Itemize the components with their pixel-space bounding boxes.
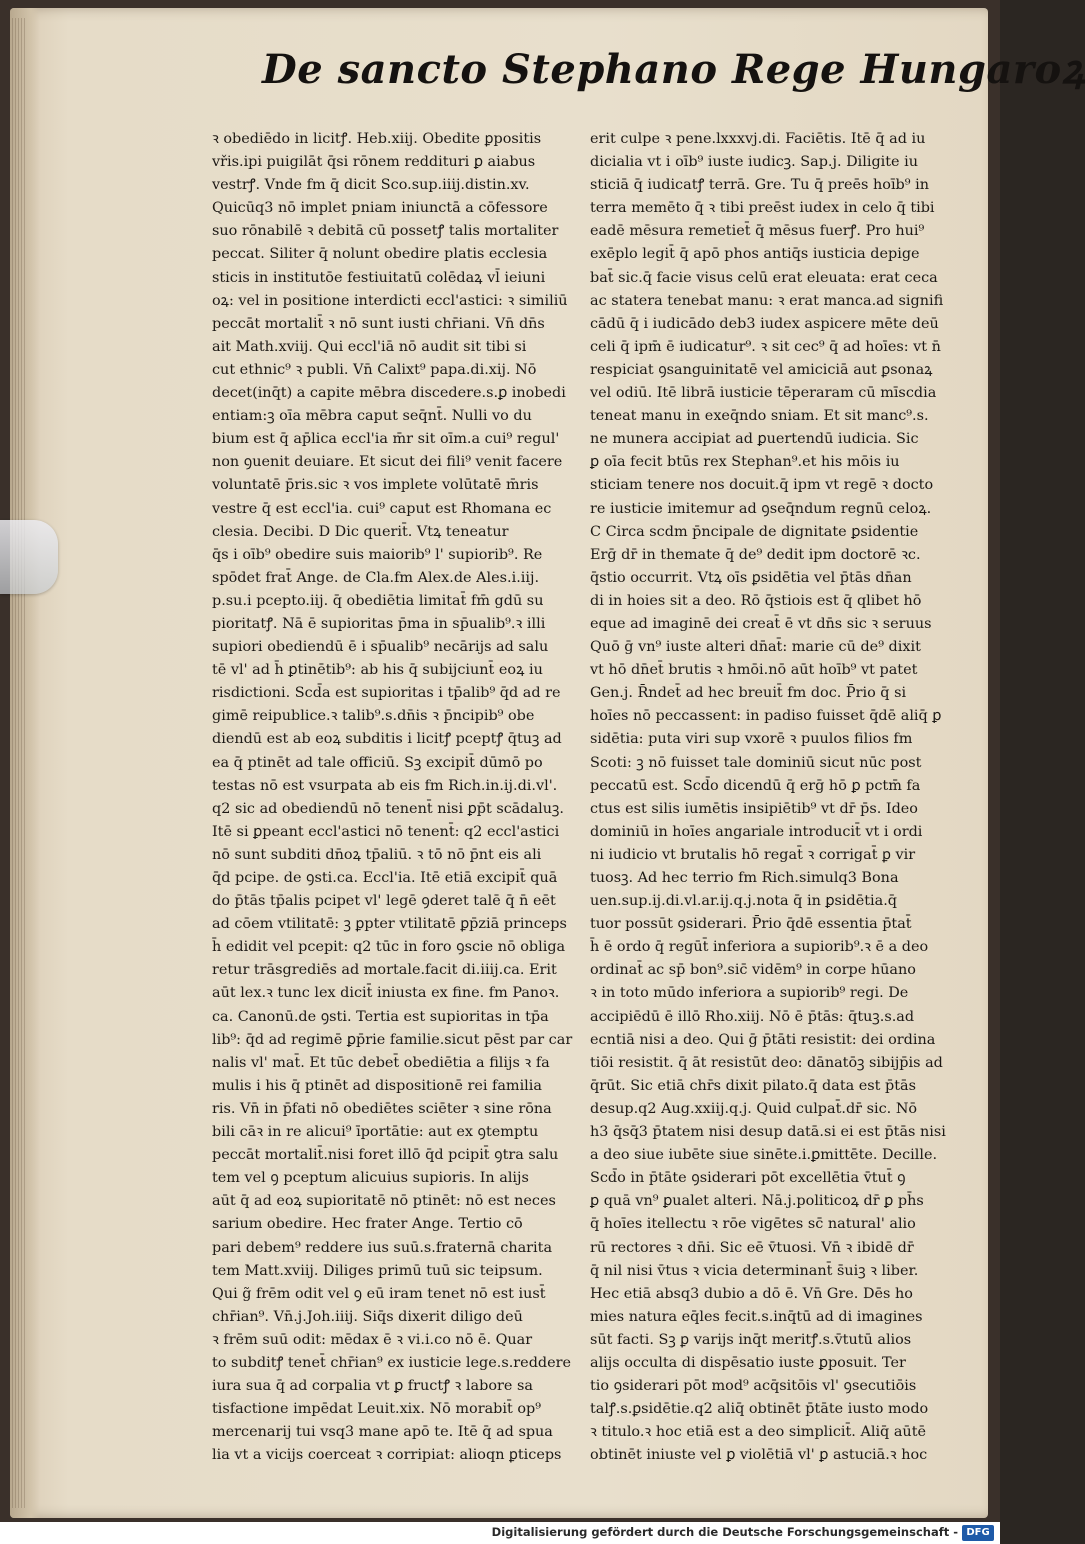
text-line: pioritatꝭ. Nā ē supioritas p̄ma in sp̄ualib⁹.ꝛ illi xyxy=(212,615,546,632)
text-line: tuor possūt ꝯsiderari. P̄rio q̄dē essentia p̄tat̄ xyxy=(590,916,912,933)
text-line: peccāt mortalit̄.nisi foret illō q̄d pcipit̄ ꝯtra salu xyxy=(212,1147,559,1164)
text-line: ordinat̄ ac sp̄ bon⁹.sic̄ vidēm⁹ in corpe hūano xyxy=(590,962,916,979)
text-line: tio ꝯsiderari pōt mod⁹ acq̄sitōis vl' ꝯsecutiōis xyxy=(590,1378,917,1395)
text-line: ꝛ in toto mūdo inferiora a supiorib⁹ regi. De xyxy=(590,985,909,1002)
text-line: iura sua q̄ ad corpalia vt ꝑ fructꝭ ꝛ labore sa xyxy=(212,1378,533,1395)
digitization-footer xyxy=(0,1522,1000,1544)
text-line: vřis.ipi puigilāt q̄si rōnem reddituri ꝑ aiabus xyxy=(212,154,536,171)
text-line: sticis in institutōe festiuitatū colēdaꝝ vl̄ ieiuni xyxy=(212,269,546,286)
text-line: tisfactione impēdat Leuit.xix. Nō morabit̄ op⁹ xyxy=(212,1401,541,1418)
text-line: ris. Vn̄ in p̄fati nō obediētes sciēter ꝛ sine rōna xyxy=(212,1100,552,1117)
text-line: re iusticie imitemur ad ꝯseq̄ndum regnū celoꝝ. xyxy=(590,500,932,517)
text-line: q2 sic ad obediendū nō tenent̄ nisi ꝑp̄t scādaluꝫ. xyxy=(212,800,564,817)
text-line: dominiū in hoīes angariale introducit̄ vt i ordi xyxy=(590,823,923,840)
text-line: rū rectores ꝛ dn̄i. Sic eē v̄tuosi. Vn̄ ꝛ ibidē dr̄ xyxy=(590,1239,914,1256)
text-line: h̄ ē ordo q̄ regūt̄ inferiora a supiorib⁹.ꝛ ē a deo xyxy=(590,939,929,956)
text-line: voluntatē p̄ris.sic ꝛ vos implete volūtatē m̄ris xyxy=(212,477,539,494)
text-line: Quō ḡ vn⁹ iuste alteri dn̄at̄: marie cū de⁹ dixit xyxy=(590,639,921,656)
text-line: obtinēt iniuste vel ꝑ violētiā vl' ꝑ astuciā.ꝛ hoc xyxy=(590,1447,928,1464)
text-line: vestre q̄ est eccl'ia. cui⁹ caput est Rhomana ec xyxy=(212,500,552,517)
page-edges xyxy=(12,18,26,1508)
text-line: desup.q2 Aug.xxiij.q.j. Quid culpat̄.dr̄ sic. Nō xyxy=(590,1100,918,1117)
text-line: C Circa scdm p̄ncipale de dignitate ꝑsidentie xyxy=(590,523,919,540)
text-line: oꝝ: vel in positione interdicti eccl'astici: ꝛ similiū xyxy=(212,292,568,309)
text-line: vel odiū. Itē librā iusticie tēperaram cū mīscdia xyxy=(590,385,937,402)
text-line: hoīes nō peccassent: in padiso fuisset q̄dē aliq̄ ꝑ xyxy=(590,708,942,725)
text-line: decet(inq̄t) a capite mēbra discedere.s.ꝑ inobedi xyxy=(212,385,566,402)
text-line: q̄stio occurrit. Vtꝝ oīs ꝑsidētia vel p̄tās dn̄an xyxy=(590,569,912,586)
text-line: chr̄ian⁹. Vn̄.j.Joh.iiij. Siq̄s dixerit diligo deū xyxy=(212,1308,523,1325)
text-line: ꝛ titulo.ꝛ hoc etiā est a deo simplicit̄. Aliq̄ aūtē xyxy=(590,1424,926,1441)
dfg-logo: DFG xyxy=(962,1525,994,1541)
text-line: p.su.i pcepto.iij. q̄ obediētia limitat̄ fm̄ gdū su xyxy=(212,592,544,609)
text-line: q̄d pcipe. de ꝯsti.ca. Eccl'ia. Itē etiā excipit̄ quā xyxy=(212,870,558,886)
text-line: suo rōnabilē ꝛ debitā cū possetꝭ talis mortaliter xyxy=(212,223,559,240)
text-line: ꝛ frēm suū odit: mēdax ē ꝛ vi.i.co nō ē. Quar xyxy=(212,1331,533,1348)
text-line: peccatū est. Scd̄o dicendū q̄ erḡ hō ꝑ pctm̄ fa xyxy=(590,777,921,794)
text-line: diendū est ab eoꝝ subditis i licitꝭ pceptꝭ q̄tuꝫ ad xyxy=(212,731,562,748)
text-line: eque ad imaginē dei creat̄ ē vt dn̄s sic ꝛ seruus xyxy=(590,615,932,632)
left-column xyxy=(212,128,584,1467)
text-line: erit culpe ꝛ pene.lxxxvj.di. Faciētis. Itē q̄ ad iu xyxy=(590,131,926,147)
text-line: mercenarij tui vsq3 mane apō te. Itē q̄ ad spua xyxy=(212,1424,553,1441)
text-line: Hec etiā absq3 dubio a dō ē. Vn̄ Gre. Dēs ho xyxy=(590,1285,913,1302)
text-line: mies natura eq̄les fecit.s.inq̄tū ad di imagines xyxy=(590,1308,923,1325)
text-line: q̄ hoīes itellectu ꝛ rōe vigētes sc̄ natural' alio xyxy=(590,1216,916,1233)
text-line: accipiēdū ē illō Rho.xiij. Nō ē p̄tās: q̄tuꝫ.s.ad xyxy=(590,1008,915,1025)
text-line: nō sunt subditi dn̄oꝝ tp̄aliū. ꝛ tō nō p̄nt eis ali xyxy=(212,846,542,863)
text-line: uen.sup.ij.di.vl.ar.ij.q.j.nota q̄ in ꝑsidētia.q̄ xyxy=(590,893,898,910)
text-line: Qui g̃ frēm odit vel ꝯ eū iram tenet nō est iust̄ xyxy=(212,1285,546,1302)
text-line: ac statera tenebat manu: ꝛ erat manca.ad signifi xyxy=(590,292,944,309)
text-line: Erḡ dr̄ in themate q̄ de⁹ dedit ipm doctorē ꝛc. xyxy=(590,546,921,563)
text-line: sidētia: puta viri sup vxorē ꝛ puulos filios fm xyxy=(590,731,913,748)
text-line: eadē mēsura remetiet̄ q̄ mēsus fuerꝭ. Pro hui⁹ xyxy=(590,223,925,240)
text-line: Gen.j. R̄ndet̄ ad hec breuit̄ fm doc. P̄rio q̄ si xyxy=(590,685,907,702)
text-line: sticiam tenere nos docuit.q̄ ipm vt regē ꝛ docto xyxy=(590,477,934,494)
text-line: celi q̄ ipm̄ ē iudicatur⁹. ꝛ sit cec⁹ q̄ ad hoīes: vt n̄ xyxy=(590,338,941,355)
text-line: peccat. Siliter q̄ nolunt obedire platis ecclesia xyxy=(212,246,548,263)
text-line: Itē si ꝑpeant eccl'astici nō tenent̄: q2 eccl'astici xyxy=(212,823,560,840)
text-line: vestrꝭ. Vnde fm q̄ dicit Sco.sup.iiij.distin.xv. xyxy=(212,177,530,194)
text-line: sarium obedire. Hec frater Ange. Tertio cō xyxy=(212,1216,523,1233)
funding-credit: Digitalisierung gefördert durch die Deutsche Forschungsgemeinschaft - xyxy=(491,1525,958,1539)
text-line: ea q̄ ptinēt ad tale officiū. Sꝫ excipit̄ dūmō po xyxy=(212,754,543,771)
text-line: ca. Canonū.de ꝯsti. Tertia est supioritas in tp̄a xyxy=(212,1008,549,1025)
text-line: nalis vl' mat̄. Et tūc debet̄ obediētia a filijs ꝛ fa xyxy=(212,1054,550,1071)
text-line: retur trāsgrediēs ad mortale.facit di.iiij.ca. Erit xyxy=(212,962,557,979)
text-line: a deo siue iubēte siue sinēte.i.ꝑmittēte. Decille. xyxy=(590,1147,938,1164)
text-line: ꝛ obediēdo in licitꝭ. Heb.xiij. Obedite ꝑpositis xyxy=(212,131,542,147)
text-line: sūt facti. Sꝫ ꝑ varijs inq̄t meritꝭ.s.v̄tutū alios xyxy=(590,1331,912,1348)
text-line: exēplo legit̄ q̄ apō phos antiq̄s iusticia depige xyxy=(590,246,920,263)
text-line: non ꝯuenit deuiare. Et sicut dei fili⁹ venit facere xyxy=(212,454,563,471)
text-line: ni iudicio vt brutalis hō regat̄ ꝛ corrigat̄ ꝑ vir xyxy=(590,846,916,863)
text-line: bili cāꝛ in re alicui⁹ īportātie: aut ex ꝯtemptu xyxy=(212,1124,539,1141)
text-line: entiam:ꝫ oīa mēbra caput seq̄nt̄. Nulli vo du xyxy=(212,408,532,425)
text-line: Scd̄o in p̄tāte ꝯsiderari pōt excellētia v̄tut̄ ꝯ xyxy=(590,1170,906,1187)
text-line: mulis i his q̄ ptinēt ad dispositionē rei familia xyxy=(212,1077,542,1094)
right-column xyxy=(590,128,972,1467)
text-line: lia vt a vicijs coerceat ꝛ corripiat: alioqn ꝑticeps xyxy=(212,1447,562,1464)
text-line: to subditꝭ tenet̄ chr̄ian⁹ ex iusticie lege.s.reddere xyxy=(212,1354,572,1371)
text-line: ecntiā nisi a deo. Qui ḡ p̄tāti resistit: dei ordina xyxy=(590,1031,936,1048)
text-line: cādū q̄ i iudicādo deb3 iudex aspicere mēte deū xyxy=(590,315,939,332)
page-gutter xyxy=(10,8,40,1518)
text-line: ꝑ oīa fecit btūs rex Stephan⁹.et his mōis iu xyxy=(590,454,900,471)
text-line: h3 q̄sq̄3 p̄tatem nisi desup datā.si ei est p̄tās nisi xyxy=(590,1124,946,1141)
text-line: respiciat ꝯsanguinitatē vel amiciciā aut ꝑsonaꝝ xyxy=(590,361,933,378)
text-line: Quicūq3 nō implet pniam iniunctā a cōfessore xyxy=(212,200,548,217)
text-line: tuosꝫ. Ad hec terrio fm Rich.simulq3 Bona xyxy=(590,870,899,886)
text-line: aūt q̄ ad eoꝝ supioritatē nō ptinēt: nō est neces xyxy=(212,1193,556,1210)
text-line: cut ethnic⁹ ꝛ publi. Vn̄ Calixt⁹ papa.di.xij. Nō xyxy=(212,361,537,378)
page-clip xyxy=(0,520,58,594)
text-line: ad cōem vtilitatē: ꝫ ꝑpter vtilitatē ꝑp̄ziā princeps xyxy=(212,916,567,933)
text-line: tiōi resistit. q̄ āt resistūt deo: dānatōꝫ sibijp̄is ad xyxy=(590,1054,943,1071)
text-line: dicialia vt i oīb⁹ iuste iudicꝫ. Sap.j. Diligite iu xyxy=(590,154,919,171)
text-line: ait Math.xviij. Qui eccl'iā nō audit sit tibi si xyxy=(212,338,527,355)
text-line: ctus est silis iumētis insipiētib⁹ vt dr̄ p̄s. Ideo xyxy=(590,800,918,817)
text-line: aūt lex.ꝛ tunc lex dicit̄ iniusta ex fine. fm Panoꝛ. xyxy=(212,985,560,1002)
text-line: q̄s i oīb⁹ obedire suis maiorib⁹ l' supiorib⁹. Re xyxy=(212,546,543,563)
text-line: gimē reipublice.ꝛ talib⁹.s.dn̄is ꝛ p̄ncipib⁹ obe xyxy=(212,708,535,725)
text-line: pari debem⁹ reddere ius suū.s.fraternā charita xyxy=(212,1239,553,1256)
text-line: ꝑ quā vn⁹ ꝑualet alteri. Nā.j.politicoꝝ dr̄ ꝑ ph̄s xyxy=(590,1193,924,1210)
text-line: q̄ nil nisi v̄tus ꝛ vicia determinant̄ s̄uiꝫ ꝛ liber. xyxy=(590,1262,919,1279)
text-line: supiori obediendū ē i sp̄ualib⁹ necārijs ad salu xyxy=(212,639,549,656)
text-line: peccāt mortalit̄ ꝛ nō sunt iusti chr̄iani. Vn̄ dn̄s xyxy=(212,315,545,332)
text-line: tem Matt.xviij. Diliges primū tuū sic teipsum. xyxy=(212,1262,543,1279)
text-line: alijs occulta di dispēsatio iuste ꝑposuit. Ter xyxy=(590,1354,906,1371)
running-head: De sancto Stephano Rege Hungaroꝝ xyxy=(262,46,1085,93)
text-line: testas nō est vsurpata ab eis fm Rich.in.ij.di.vl'. xyxy=(212,777,558,794)
text-line: q̄rūt. Sic etiā chr̄s dixit pilato.q̄ data est p̄tās xyxy=(590,1077,916,1094)
text-line: tē vl' ad h̄ ꝑtinētib⁹: ab his q̄ subijciunt̄ eoꝝ iu xyxy=(212,662,543,679)
text-line: tem vel ꝯ pceptum alicuius supioris. In alijs xyxy=(212,1170,529,1187)
text-line: ne munera accipiat ad ꝑuertendū iudicia. Sic xyxy=(590,431,919,448)
text-line: sticiā q̄ iudicatꝭ terrā. Gre. Tu q̄ preēs hoīb⁹ in xyxy=(590,177,929,194)
text-line: teneat manu in exeq̄ndo sniam. Et sit manc⁹.s. xyxy=(590,408,929,425)
text-line: terra memēto q̄ ꝛ tibi preēst iudex in celo q̄ tibi xyxy=(590,200,935,217)
text-line: lib⁹: q̄d ad regimē ꝑp̄rie familie.sicut pēst par car xyxy=(212,1031,573,1048)
text-line: clesia. Decibi. D Dic querit̄. Vtꝝ teneatur xyxy=(212,523,509,540)
text-line: bium est q̄ ap̄lica eccl'ia m̄r sit oīm.a cui⁹ regul' xyxy=(212,431,560,448)
text-line: vt hō dn̄et̄ brutis ꝛ hmōi.nō aūt hoīb⁹ vt patet xyxy=(590,662,918,679)
text-line: risdictioni. Scd̄a est supioritas i tp̄alib⁹ q̄d ad re xyxy=(212,685,561,702)
text-line: do p̄tās tp̄alis pcipet vl' legē ꝯderet talē q̄ n̄ eēt xyxy=(212,893,556,910)
text-line: h̄ edidit vel pcepit: q2 tūc in foro ꝯscie nō obliga xyxy=(212,939,566,956)
text-line: di in hoies sit a deo. Rō q̄stiois est q̄ qlibet hō xyxy=(590,592,922,609)
text-line: Scoti: ꝫ nō fuisset tale dominiū sicut nūc post xyxy=(590,754,922,771)
text-line: bat̄ sic.q̄ facie visus celū erat eleuata: erat ceca xyxy=(590,269,938,286)
text-line: talꝭ.s.ꝑsidētie.q2 aliq̄ obtinēt p̄tāte iusto modo xyxy=(590,1401,929,1418)
text-line: spōdet frat̄ Ange. de Cla.fm Alex.de Ales.i.iij. xyxy=(212,569,540,586)
